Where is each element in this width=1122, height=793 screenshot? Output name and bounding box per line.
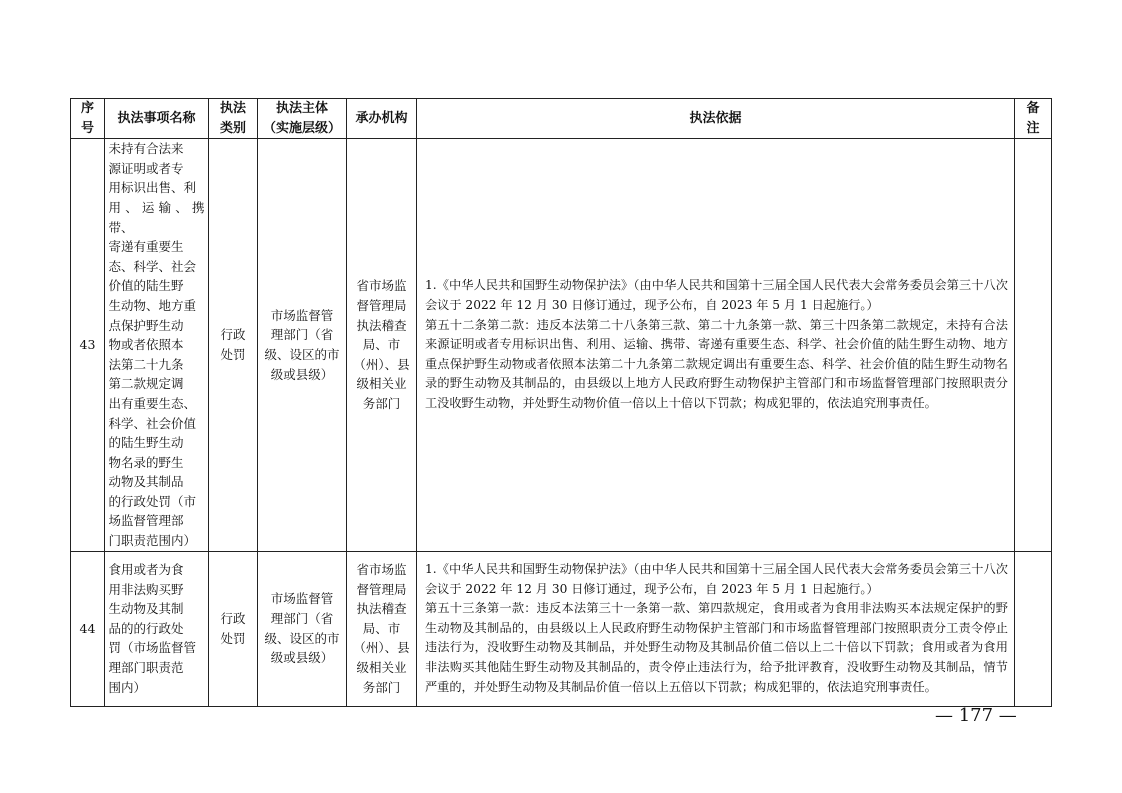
row-note — [1015, 551, 1052, 706]
row-category: 行政 处罚 — [209, 139, 258, 551]
page-number: — 177 — — [935, 705, 1017, 726]
row-seq: 43 — [71, 139, 105, 551]
enforcement-table — [70, 98, 1052, 707]
row-agency: 省市场监 督管理局 执法稽查 局、市 （州）、县 级相关业 务部门 — [347, 551, 417, 706]
row-note — [1015, 139, 1052, 551]
row-item-name: 食用或者为食 用非法购买野 生动物及其制 品的的行政处 罚（市场监督管 理部门职责范 围内） — [105, 551, 209, 706]
row-subject: 市场监督管 理部门（省 级、设区的市 级或县级） — [258, 139, 347, 551]
table-row — [71, 551, 1052, 706]
row-agency: 省市场监 督管理局 执法稽查 局、市 （州）、县 级相关业 务部门 — [347, 139, 417, 551]
row-item-name: 未持有合法来 源证明或者专 用标识出售、利 用、运输、携带、 寄递有重要生 态、科学、社会 价值的陆生野 生动物、地方重 点保护野生动 物或者依照本 法第二十九条 第二款规定调 出有重要生态、 科学、社会价值 的陆生野生动 物名录的野生 动物及其制品 的行政处罚（市 场监督管理部 门职责范围内） — [105, 139, 209, 551]
row-seq: 44 — [71, 551, 105, 706]
header-basis: 执法依据 — [417, 99, 1015, 139]
header-item-name: 执法事项名称 — [105, 99, 209, 139]
row-subject: 市场监督管 理部门（省 级、设区的市 级或县级） — [258, 551, 347, 706]
row-basis: 1.《中华人民共和国野生动物保护法》（由中华人民共和国第十三届全国人民代表大会常务委员会第三十八次会议于 2022 年 12 月 30 日修订通过，现予公布，自 2023 年 5 月 1 日起施行。） 第五十二条第二款：违反本法第二十八条第三款、第二十九条第一款、第三十四条第二款规定，未持有合法来源证明或者专用标识出售、利用、运输、携带、寄递有重要生态、科学、社会价值的陆生野生动物、地方重点保护野生动物或者依照本法第二十九条第二款规定调出有重要生态、科学、社会价值的陆生野生动物名录的野生动物及其制品的，由县级以上地方人民政府野生动物保护主管部门和市场监督管理部门按照职责分工没收野生动物，并处野生动物价值一倍以上十倍以下罚款；构成犯罪的，依法追究刑事责任。 — [417, 139, 1015, 551]
table-row — [71, 139, 1052, 551]
table-header-row — [71, 99, 1052, 139]
header-subject: 执法主体 （实施层级） — [258, 99, 347, 139]
header-seq: 序 号 — [71, 99, 105, 139]
header-note: 备 注 — [1015, 99, 1052, 139]
row-basis: 1.《中华人民共和国野生动物保护法》（由中华人民共和国第十三届全国人民代表大会常务委员会第三十八次会议于 2022 年 12 月 30 日修订通过，现予公布，自 2023 年 5 月 1 日起施行。） 第五十三条第一款：违反本法第三十一条第一款、第四款规定，食用或者为食用非法购买本法规定保护的野生动物及其制品的，由县级以上人民政府野生动物保护主管部门和市场监督管理部门按照职责分工责令停止违法行为，没收野生动物及其制品，并处野生动物及其制品价值二倍以上二十倍以下罚款；食用或者为食用非法购买其他陆生野生动物及其制品的，责令停止违法行为，给予批评教育，没收野生动物及其制品，情节严重的，并处野生动物及其制品价值一倍以上五倍以下罚款；构成犯罪的，依法追究刑事责任。 — [417, 551, 1015, 706]
header-agency: 承办机构 — [347, 99, 417, 139]
header-category: 执法 类别 — [209, 99, 258, 139]
row-category: 行政 处罚 — [209, 551, 258, 706]
